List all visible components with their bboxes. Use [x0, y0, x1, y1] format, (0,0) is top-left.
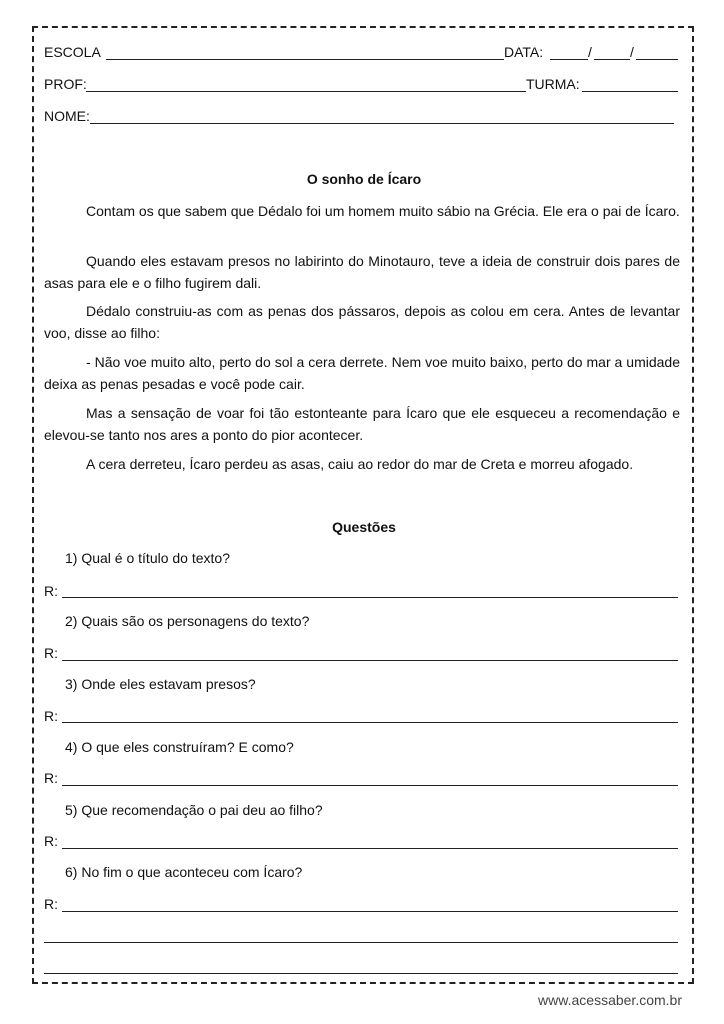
paragraph: A cera derreteu, Ícaro perdeu as asas, caiu ao redor do mar de Creta e morreu afogado.	[86, 456, 634, 472]
answer-label: R:	[44, 708, 58, 724]
text-title: O sonho de Ícaro	[306, 171, 422, 187]
school-label: ESCOLA	[44, 44, 101, 60]
answer-label: R:	[44, 583, 58, 599]
questions-heading: Questões	[332, 519, 396, 535]
class-field[interactable]	[582, 91, 678, 92]
name-field[interactable]	[90, 123, 674, 124]
answer-line[interactable]	[62, 660, 678, 661]
question-item: 5) Que recomendação o pai deu ao filho?	[65, 802, 323, 818]
date-year-field[interactable]	[636, 59, 678, 60]
teacher-label: PROF:	[44, 76, 87, 92]
answer-line[interactable]	[62, 722, 678, 723]
answer-line[interactable]	[62, 848, 678, 849]
answer-line[interactable]	[62, 911, 678, 912]
date-month-field[interactable]	[594, 59, 630, 60]
answer-label: R:	[44, 833, 58, 849]
date-label: DATA:	[504, 44, 544, 60]
paragraph: Quando eles estavam presos no labirinto do Minotauro, teve a ideia de construir dois pares de asas para ele e o filho fugirem dali.	[44, 253, 680, 291]
date-separator: /	[630, 44, 634, 60]
answer-line[interactable]	[44, 973, 678, 974]
paragraph: - Não voe muito alto, perto do sol a cera derrete. Nem voe muito baixo, perto do mar a umidade deixa as penas pesadas e você pode cair.	[44, 354, 680, 392]
website-footer: www.acessaber.com.br	[538, 992, 682, 1008]
paragraph: Dédalo construiu-as com as penas dos pássaros, depois as colou em cera. Antes de levantar voo, disse ao filho:	[44, 303, 680, 341]
date-day-field[interactable]	[550, 59, 588, 60]
answer-label: R:	[44, 645, 58, 661]
name-label: NOME:	[44, 108, 90, 124]
question-item: 1) Qual é o título do texto?	[65, 550, 230, 566]
answer-line[interactable]	[62, 785, 678, 786]
answer-label: R:	[44, 896, 58, 912]
answer-line[interactable]	[44, 942, 678, 943]
question-item: 6) No fim o que aconteceu com Ícaro?	[65, 864, 303, 880]
question-item: 4) O que eles construíram? E como?	[65, 739, 294, 755]
question-item: 2) Quais são os personagens do texto?	[65, 613, 310, 629]
paragraph: Contam os que sabem que Dédalo foi um homem muito sábio na Grécia. Ele era o pai de Ícaro.	[86, 203, 680, 219]
answer-line[interactable]	[62, 597, 678, 598]
answer-label: R:	[44, 770, 58, 786]
school-field[interactable]	[106, 59, 504, 60]
question-item: 3) Onde eles estavam presos?	[65, 676, 256, 692]
date-separator: /	[588, 44, 592, 60]
teacher-field[interactable]	[86, 91, 526, 92]
class-label: TURMA:	[526, 76, 580, 92]
page-border	[32, 26, 694, 984]
paragraph: Mas a sensação de voar foi tão estonteante para Ícaro que ele esqueceu a recomendação e elevou-se tanto nos ares a ponto do pior acontecer.	[44, 405, 680, 443]
